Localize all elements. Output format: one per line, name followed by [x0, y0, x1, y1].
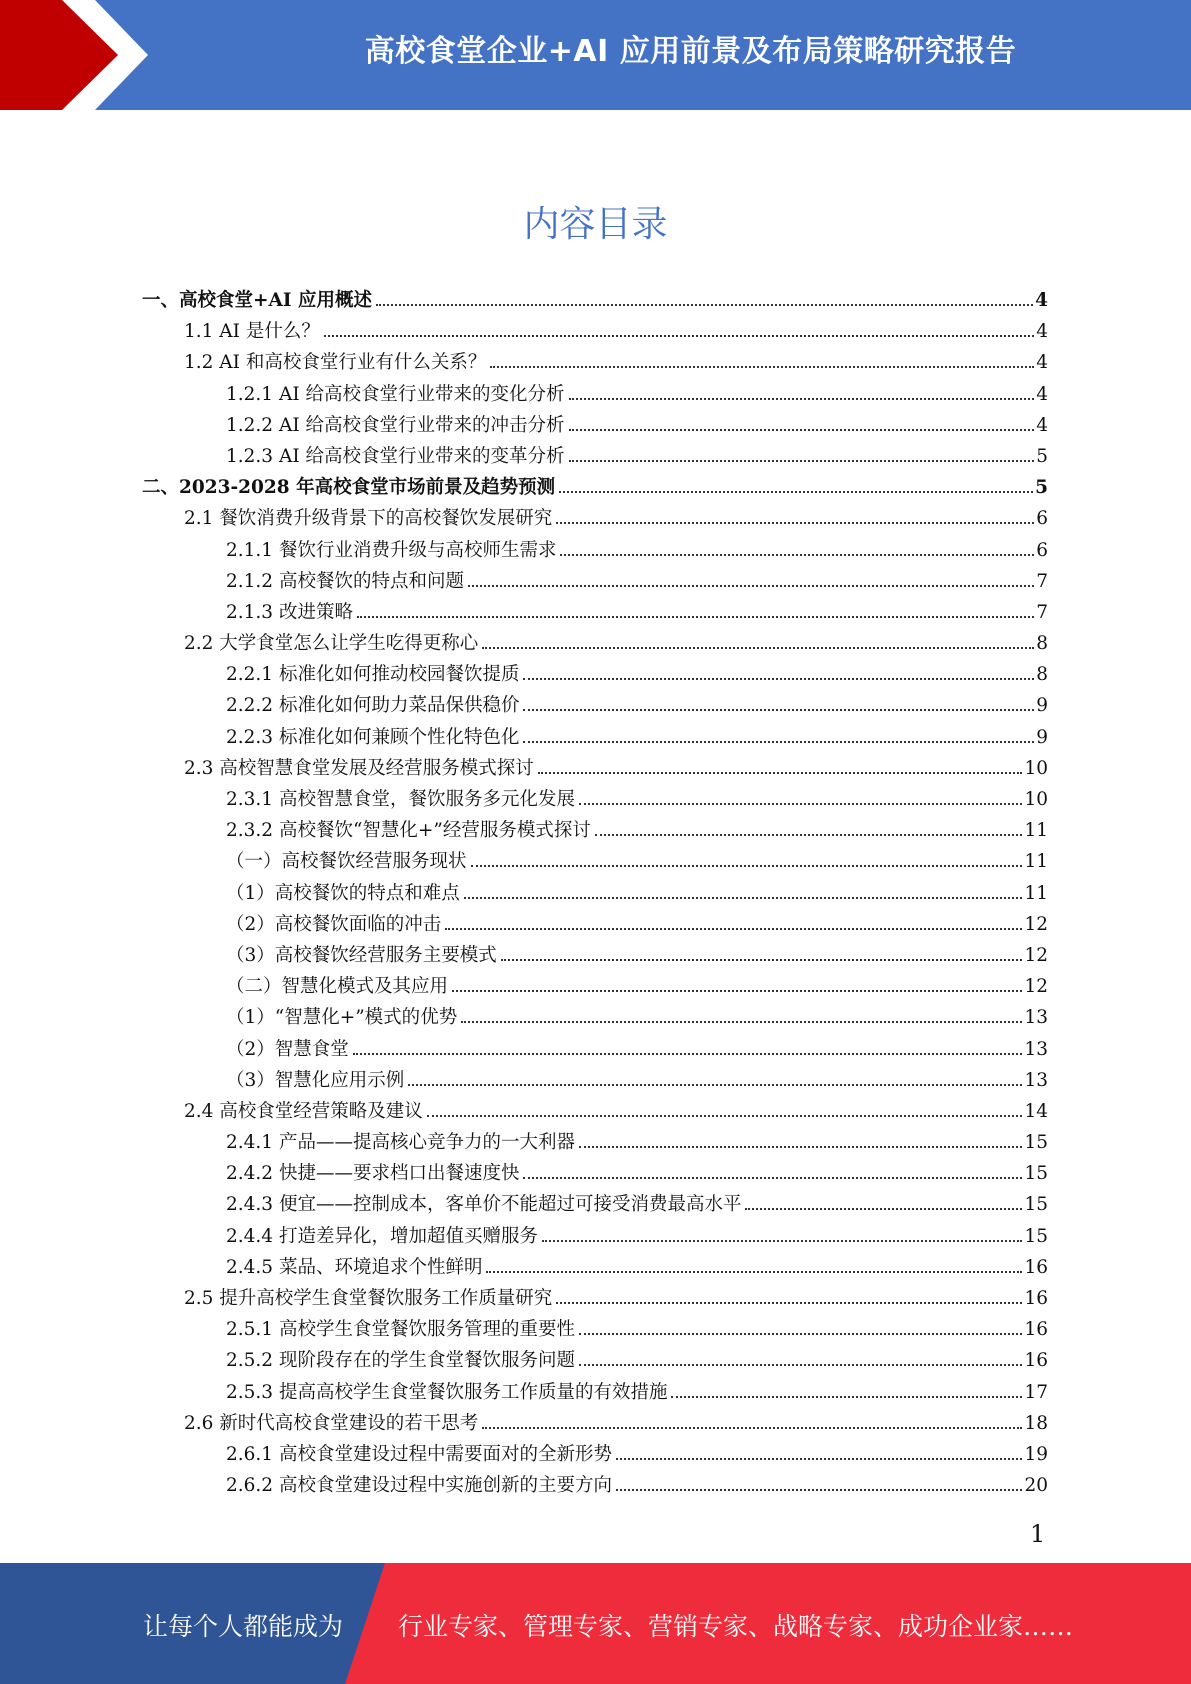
toc-entry[interactable]	[142, 1346, 1048, 1377]
toc-entry[interactable]	[142, 910, 1048, 941]
toc-entry-page: 18	[1024, 1412, 1048, 1434]
toc-entry-title: 2.2.3 标准化如何兼顾个性化特色化	[226, 726, 520, 748]
toc-entry[interactable]	[142, 629, 1048, 660]
toc-dot-leader	[471, 865, 1023, 867]
toc-entry-page: 6	[1036, 539, 1048, 561]
toc-entry[interactable]	[142, 504, 1048, 535]
toc-entry[interactable]	[142, 723, 1048, 754]
toc-dot-leader	[523, 1177, 1022, 1179]
toc-entry-title: （2）智慧食堂	[226, 1038, 349, 1060]
toc-entry-page: 15	[1024, 1132, 1048, 1154]
toc-entry-title: 2.3 高校智慧食堂发展及经营服务模式探讨	[184, 757, 534, 779]
toc-entry-page: 14	[1024, 1100, 1048, 1122]
toc-entry[interactable]	[142, 286, 1048, 317]
toc-entry-page: 17	[1024, 1381, 1048, 1403]
toc-dot-leader	[579, 803, 1022, 805]
toc-dot-leader	[490, 366, 1034, 368]
toc-entry-page: 7	[1036, 601, 1048, 623]
footer-banner	[0, 1563, 1191, 1684]
toc-entry[interactable]	[142, 1378, 1048, 1409]
toc-entry-title: 2.1.2 高校餐饮的特点和问题	[226, 570, 464, 592]
toc-entry-page: 13	[1024, 1038, 1048, 1060]
table-of-contents	[142, 286, 1048, 1502]
toc-dot-leader	[745, 1208, 1022, 1210]
toc-entry-title: （1）高校餐饮的特点和难点	[226, 882, 460, 904]
toc-entry-title: 2.1.3 改进策略	[226, 601, 353, 623]
toc-entry[interactable]	[142, 317, 1048, 348]
toc-entry-title: 2.5.2 现阶段存在的学生食堂餐饮服务问题	[226, 1350, 575, 1372]
toc-entry-title: 2.4.3 便宜——控制成本，客单价不能超过可接受消费最高水平	[226, 1194, 742, 1216]
toc-entry-page: 9	[1036, 695, 1048, 717]
toc-entry-page: 8	[1036, 633, 1048, 655]
toc-entry-page: 6	[1036, 508, 1048, 530]
toc-dot-leader	[464, 897, 1023, 899]
toc-entry[interactable]	[142, 536, 1048, 567]
toc-entry-title: 1.2 AI 和高校食堂行业有什么关系？	[184, 352, 487, 374]
toc-dot-leader	[569, 398, 1035, 400]
toc-entry[interactable]	[142, 754, 1048, 785]
toc-entry[interactable]	[142, 1471, 1048, 1502]
toc-entry-page: 5	[1035, 477, 1048, 499]
toc-entry[interactable]	[142, 1003, 1048, 1034]
toc-entry-title: 二、2023-2028 年高校食堂市场前景及趋势预测	[142, 477, 556, 499]
toc-entry-title: 2.1.1 餐饮行业消费升级与高校师生需求	[226, 539, 557, 561]
toc-dot-leader	[579, 1364, 1022, 1366]
toc-dot-leader	[501, 959, 1023, 961]
toc-entry-page: 13	[1024, 1069, 1048, 1091]
toc-entry-title: 2.3.2 高校餐饮“智慧化+”经营服务模式探讨	[226, 820, 591, 842]
toc-entry[interactable]	[142, 598, 1048, 629]
toc-entry-title: （1）“智慧化+”模式的优势	[226, 1007, 458, 1029]
toc-dot-leader	[353, 1053, 1023, 1055]
toc-entry[interactable]	[142, 1222, 1048, 1253]
toc-entry-title: 2.3.1 高校智慧食堂，餐饮服务多元化发展	[226, 789, 575, 810]
toc-entry-page: 12	[1024, 976, 1048, 998]
report-title: 高校食堂企业+AI 应用前景及布局策略研究报告	[364, 34, 1017, 69]
toc-dot-leader	[452, 990, 1022, 992]
toc-entry[interactable]	[142, 660, 1048, 691]
toc-entry-title: 2.6.1 高校食堂建设过程中需要面对的全新形势	[226, 1443, 612, 1465]
toc-entry[interactable]	[142, 1440, 1048, 1471]
toc-dot-leader	[569, 429, 1035, 431]
toc-dot-leader	[542, 1240, 1022, 1242]
toc-entry[interactable]	[142, 567, 1048, 598]
toc-dot-leader	[523, 709, 1034, 711]
toc-entry[interactable]	[142, 1190, 1048, 1221]
toc-entry-page: 4	[1036, 321, 1048, 343]
toc-dot-leader	[538, 772, 1023, 774]
toc-entry-title: 2.2.2 标准化如何助力菜品保供稳价	[226, 695, 520, 717]
toc-dot-leader	[671, 1396, 1022, 1398]
toc-entry[interactable]	[142, 972, 1048, 1003]
toc-entry[interactable]	[142, 473, 1048, 504]
toc-entry[interactable]	[142, 1409, 1048, 1440]
footer-slogan-left: 让每个人都能成为	[143, 1612, 344, 1641]
toc-entry-title: 2.2 大学食堂怎么让学生吃得更称心	[184, 633, 479, 655]
toc-entry[interactable]	[142, 348, 1048, 379]
toc-entry-page: 16	[1024, 1350, 1048, 1372]
toc-entry[interactable]	[142, 1066, 1048, 1097]
toc-entry[interactable]	[142, 411, 1048, 442]
toc-entry[interactable]	[142, 879, 1048, 910]
toc-dot-leader	[523, 678, 1034, 680]
toc-entry-title: 1.2.1 AI 给高校食堂行业带来的变化分析	[226, 383, 565, 405]
toc-entry-title: 2.5.1 高校学生食堂餐饮服务管理的重要性	[226, 1319, 575, 1341]
toc-entry-title: （3）高校餐饮经营服务主要模式	[226, 944, 497, 966]
toc-dot-leader	[427, 1115, 1023, 1117]
toc-entry-page: 11	[1024, 882, 1048, 904]
toc-entry[interactable]	[142, 847, 1048, 878]
toc-entry-page: 15	[1024, 1194, 1048, 1216]
toc-dot-leader	[482, 1427, 1022, 1429]
toc-dot-leader	[376, 304, 1033, 306]
toc-entry-title: 2.1 餐饮消费升级背景下的高校餐饮发展研究	[184, 508, 553, 530]
toc-entry[interactable]	[142, 1128, 1048, 1159]
toc-entry-page: 12	[1024, 944, 1048, 966]
toc-entry-title: 2.4.1 产品——提高核心竞争力的一大利器	[226, 1132, 575, 1154]
toc-entry-title: 1.1 AI 是什么？	[184, 321, 320, 343]
footer-slogan-right: 行业专家、管理专家、营销专家、战略专家、成功企业家……	[398, 1612, 1074, 1641]
toc-entry-title: 一、高校食堂+AI 应用概述	[142, 290, 372, 311]
toc-entry-title: 2.5.3 提高高校学生食堂餐饮服务工作质量的有效措施	[226, 1381, 668, 1403]
toc-entry-page: 10	[1024, 789, 1048, 810]
toc-dot-leader	[616, 1489, 1022, 1491]
toc-entry-page: 11	[1024, 820, 1048, 842]
toc-entry-page: 13	[1024, 1007, 1048, 1029]
toc-entry-page: 4	[1035, 290, 1048, 311]
toc-entry-page: 10	[1024, 757, 1048, 779]
toc-heading: 内容目录	[523, 204, 668, 245]
toc-entry-page: 16	[1024, 1288, 1048, 1309]
toc-entry-title: 2.4 高校食堂经营策略及建议	[184, 1100, 423, 1122]
toc-entry-title: 2.4.5 菜品、环境追求个性鲜明	[226, 1256, 483, 1278]
toc-entry[interactable]	[142, 1159, 1048, 1190]
toc-dot-leader	[523, 741, 1034, 743]
toc-entry-title: 1.2.3 AI 给高校食堂行业带来的变革分析	[226, 445, 565, 467]
header-banner	[0, 0, 1191, 110]
toc-dot-leader	[445, 928, 1022, 930]
toc-dot-leader	[324, 335, 1034, 337]
toc-entry[interactable]	[142, 1284, 1048, 1315]
toc-dot-leader	[408, 1084, 1022, 1086]
toc-dot-leader	[357, 616, 1034, 618]
toc-entry-page: 8	[1036, 664, 1048, 686]
toc-entry[interactable]	[142, 1315, 1048, 1346]
toc-entry[interactable]	[142, 785, 1048, 816]
toc-dot-leader	[461, 1021, 1022, 1023]
toc-entry[interactable]	[142, 691, 1048, 722]
toc-dot-leader	[616, 1458, 1022, 1460]
toc-entry-page: 15	[1024, 1225, 1048, 1247]
toc-entry-page: 20	[1024, 1475, 1048, 1497]
toc-dot-leader	[595, 834, 1023, 836]
toc-entry-title: 2.4.4 打造差异化，增加超值买赠服务	[226, 1225, 538, 1247]
header-arrow-decoration	[0, 0, 200, 110]
toc-entry-title: 2.6.2 高校食堂建设过程中实施创新的主要方向	[226, 1475, 612, 1497]
toc-entry[interactable]	[142, 816, 1048, 847]
toc-entry-page: 15	[1024, 1163, 1048, 1185]
toc-dot-leader	[556, 1302, 1022, 1304]
toc-dot-leader	[569, 460, 1035, 462]
toc-entry-page: 16	[1024, 1256, 1048, 1278]
toc-dot-leader	[559, 491, 1033, 493]
toc-entry-page: 4	[1036, 383, 1048, 405]
toc-dot-leader	[579, 1146, 1022, 1148]
toc-entry-page: 4	[1036, 414, 1048, 436]
toc-entry-title: 1.2.2 AI 给高校食堂行业带来的冲击分析	[226, 414, 565, 436]
toc-dot-leader	[486, 1271, 1022, 1273]
toc-entry-page: 11	[1024, 851, 1048, 873]
toc-entry-page: 16	[1024, 1319, 1048, 1341]
toc-entry-page: 4	[1036, 352, 1048, 374]
toc-entry-page: 9	[1036, 726, 1048, 748]
toc-entry[interactable]	[142, 380, 1048, 411]
toc-entry-page: 5	[1036, 445, 1048, 467]
toc-dot-leader	[560, 554, 1034, 556]
toc-dot-leader	[468, 585, 1034, 587]
page-number: 1	[1030, 1520, 1046, 1548]
toc-entry-title: 2.2.1 标准化如何推动校园餐饮提质	[226, 664, 520, 686]
toc-dot-leader	[579, 1333, 1022, 1335]
toc-entry-title: （2）高校餐饮面临的冲击	[226, 913, 442, 935]
toc-entry-title: 2.4.2 快捷——要求档口出餐速度快	[226, 1163, 520, 1185]
toc-entry-page: 12	[1024, 913, 1048, 935]
toc-entry[interactable]	[142, 1035, 1048, 1066]
toc-entry[interactable]	[142, 1253, 1048, 1284]
toc-dot-leader	[482, 647, 1034, 649]
toc-entry-page: 19	[1024, 1443, 1048, 1465]
toc-entry-title: 2.5 提升高校学生食堂餐饮服务工作质量研究	[184, 1288, 553, 1309]
toc-entry-title: （一）高校餐饮经营服务现状	[226, 851, 467, 873]
toc-entry-title: （二）智慧化模式及其应用	[226, 976, 449, 998]
toc-entry[interactable]	[142, 941, 1048, 972]
toc-entry-page: 7	[1036, 570, 1048, 592]
toc-entry[interactable]	[142, 442, 1048, 473]
toc-entry-title: （3）智慧化应用示例	[226, 1069, 405, 1091]
toc-entry-title: 2.6 新时代高校食堂建设的若干思考	[184, 1412, 479, 1434]
toc-entry[interactable]	[142, 1097, 1048, 1128]
toc-dot-leader	[556, 522, 1034, 524]
